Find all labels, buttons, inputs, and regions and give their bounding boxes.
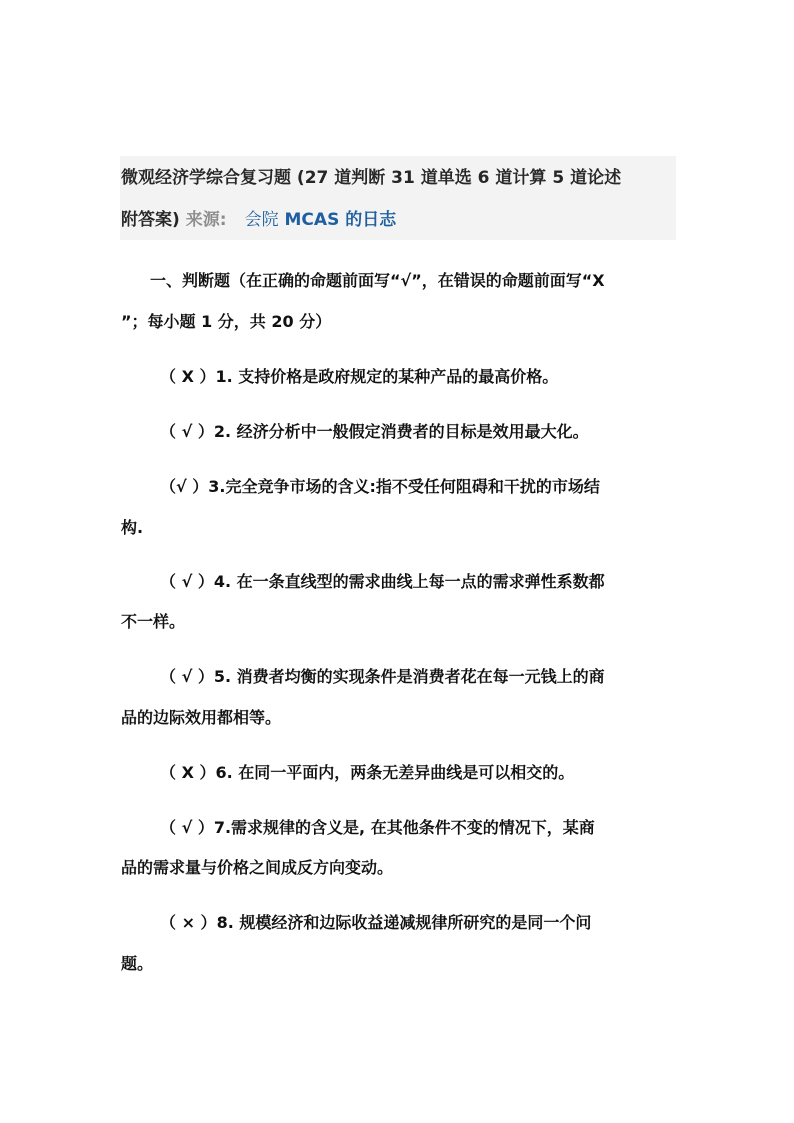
question-3 — [160, 476, 600, 498]
question-7-continuation: 品的需求量与价格之间成反方向变动。 — [121, 858, 394, 877]
question-2 — [160, 421, 589, 443]
section-heading-line-1: 一、判断题（在正确的命题前面写“√”，在错误的命题前面写“X — [150, 271, 605, 290]
question-text: 1. 支持价格是政府规定的某种产品的最高价格。 — [215, 367, 559, 386]
question-8 — [160, 912, 591, 934]
question-7 — [160, 817, 595, 839]
question-5 — [160, 666, 605, 688]
document-title-end: 附答案) — [121, 210, 180, 230]
answer-mark: （ √ ） — [160, 422, 214, 441]
answer-mark: （ × ） — [160, 913, 217, 932]
section-heading-line-2: ”；每小题 1 分，共 20 分） — [121, 312, 332, 331]
question-text: 2. 经济分析中一般假定消费者的目标是效用最大化。 — [213, 422, 589, 441]
source-group-link[interactable]: 会院 — [244, 210, 279, 230]
question-4-continuation: 不一样。 — [121, 612, 186, 631]
question-6 — [160, 762, 574, 784]
source-label: 来源: — [185, 210, 227, 230]
question-text: 3.完全竞争市场的含义:指不受任何阻碍和干扰的市场结 — [208, 477, 600, 496]
document-title-line-2 — [121, 209, 396, 231]
question-text: 5. 消费者均衡的实现条件是消费者花在每一元钱上的商 — [213, 667, 605, 686]
answer-mark: （ X ） — [160, 367, 216, 386]
question-3-continuation: 构. — [121, 518, 144, 537]
answer-mark: （ √ ） — [160, 818, 214, 837]
document-title-line-1: 微观经济学综合复习题 (27 道判断 31 道单选 6 道计算 5 道论述 — [121, 168, 622, 188]
question-text: 8. 规模经济和边际收益递减规律所研究的是同一个问 — [216, 913, 592, 932]
question-text: 6. 在同一平面内，两条无差异曲线是可以相交的。 — [215, 763, 575, 782]
answer-mark: （ √ ） — [160, 667, 214, 686]
answer-mark: （ X ） — [160, 763, 216, 782]
source-author-link[interactable]: MCAS 的日志 — [284, 210, 397, 230]
question-text: 4. 在一条直线型的需求曲线上每一点的需求弹性系数都 — [213, 572, 605, 591]
question-4 — [160, 571, 605, 593]
answer-mark: （√ ） — [160, 477, 209, 496]
question-5-continuation: 品的边际效用都相等。 — [121, 708, 282, 727]
question-8-continuation: 题。 — [121, 954, 154, 973]
answer-mark: （ √ ） — [160, 572, 214, 591]
question-1 — [160, 366, 558, 388]
question-text: 7.需求规律的含义是, 在其他条件不变的情况下，某商 — [213, 818, 595, 837]
